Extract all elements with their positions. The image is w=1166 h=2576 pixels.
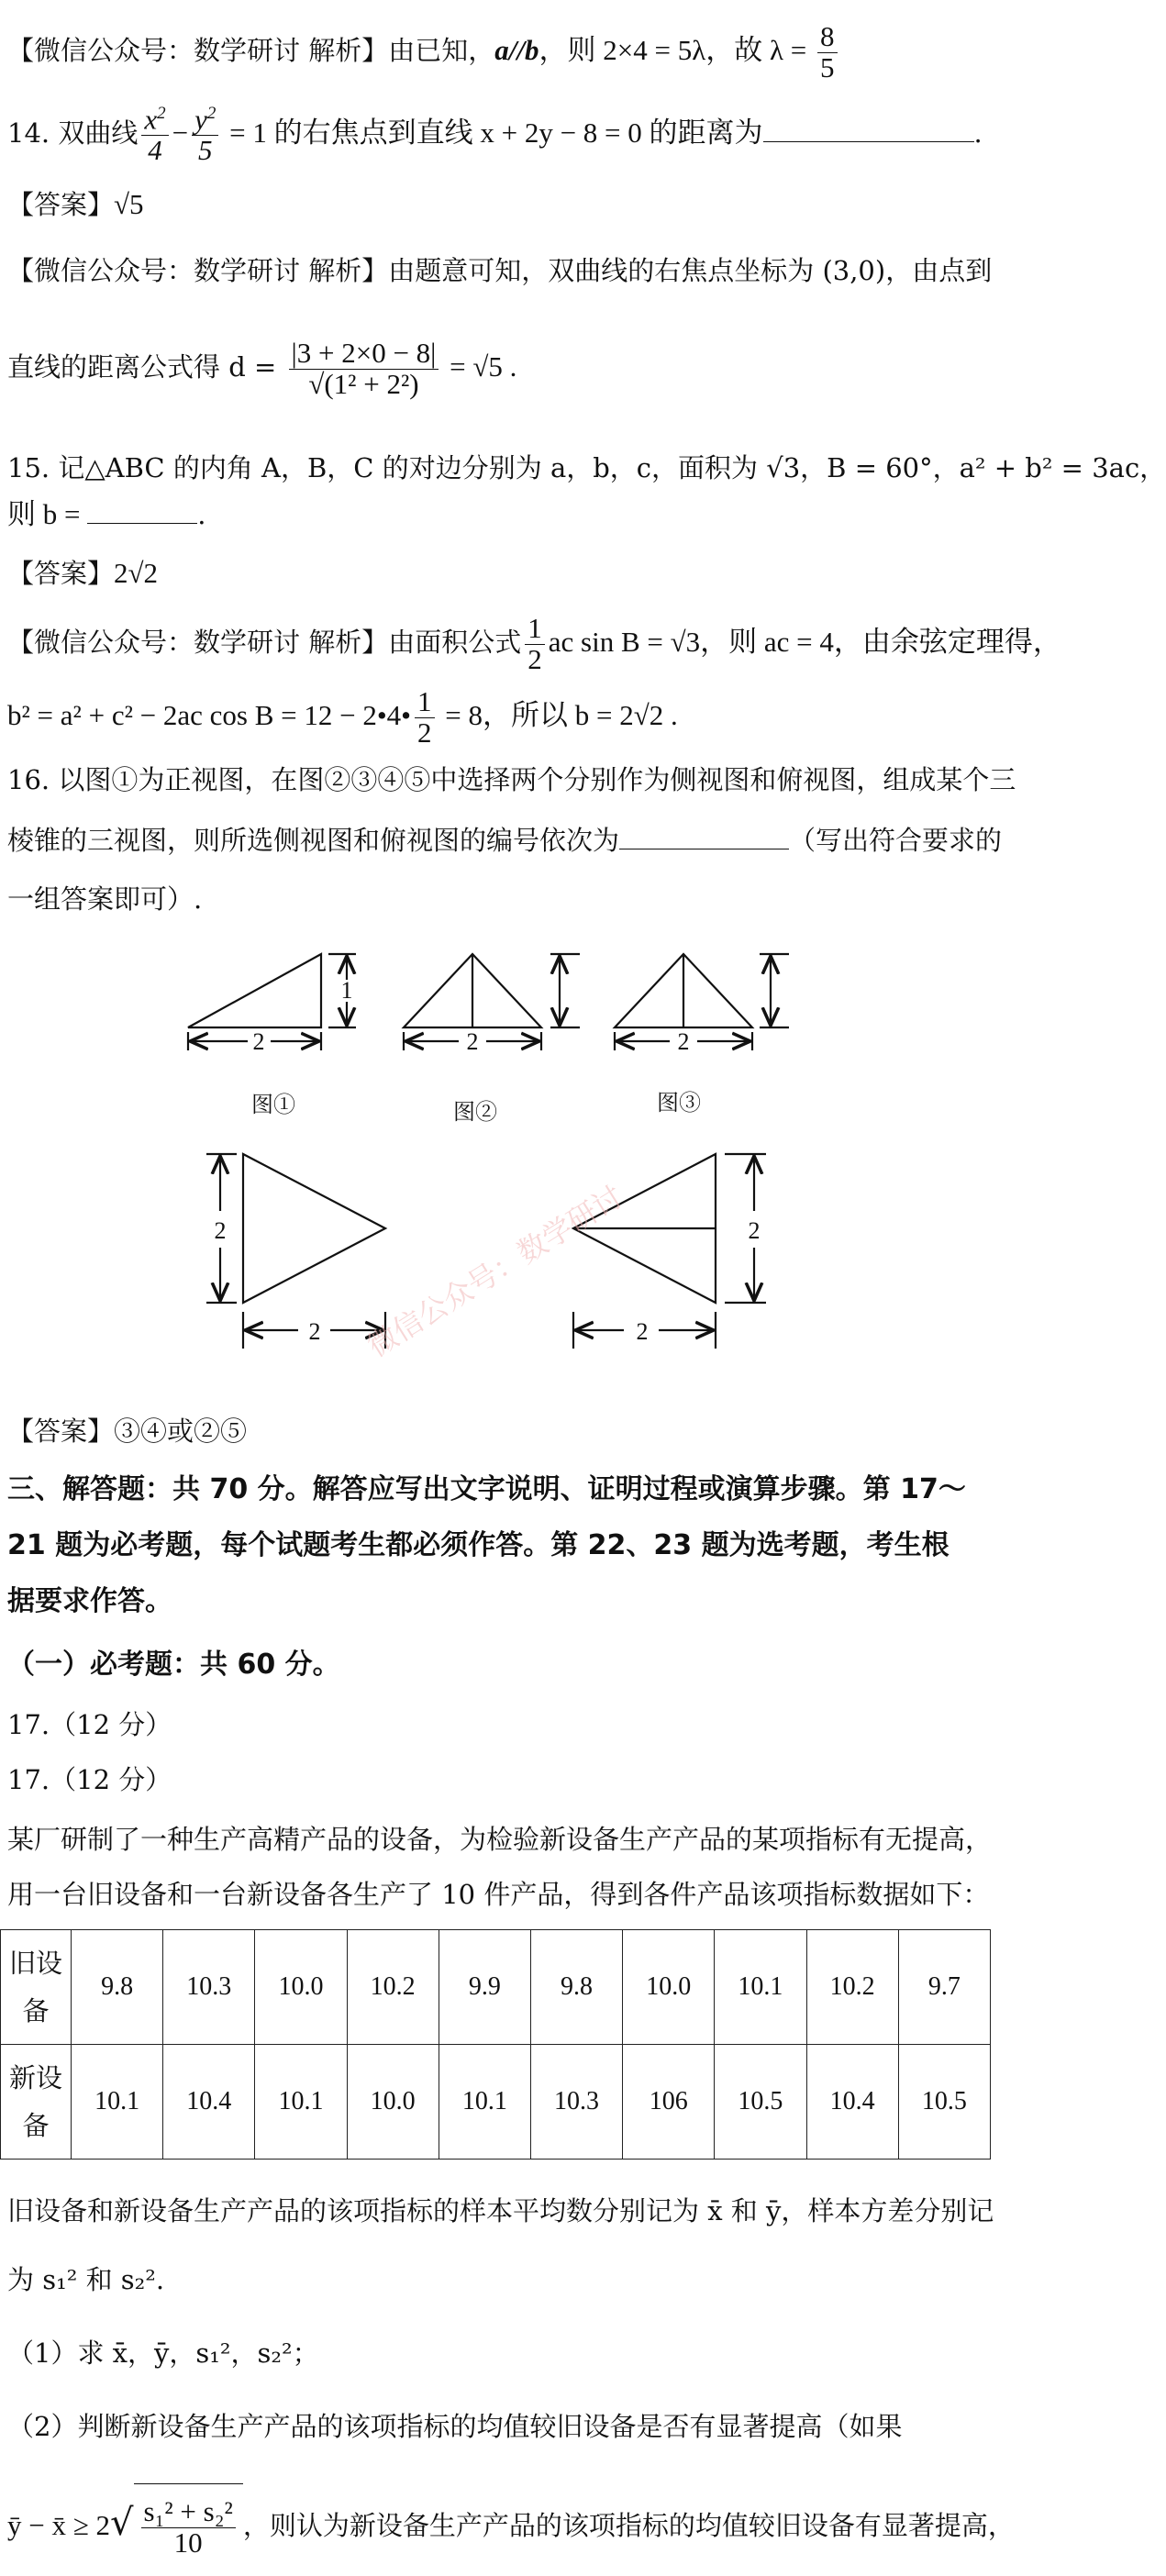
period: . [973, 117, 983, 149]
table-cell: 106 [623, 2045, 715, 2160]
table-cell: 10.1 [255, 2045, 347, 2160]
figure-1-front-view [188, 954, 356, 1050]
table-row-old [1, 1930, 991, 2045]
answer-value: 2√2 [114, 557, 159, 589]
text: 17.（12 分） [7, 1709, 172, 1740]
row-header [1, 1930, 72, 2045]
table-cell: 9.9 [439, 1930, 530, 2045]
q16-answer [7, 1413, 983, 1449]
fraction-8-5 [817, 19, 838, 83]
fig3-width-label: 2 [677, 1028, 690, 1055]
q14-explanation-2 [7, 326, 983, 408]
three-view-figures [0, 936, 991, 1394]
table-row-new [1, 2045, 991, 2160]
fraction-y2-5: $\frac{y^2}{5}$ [192, 105, 218, 165]
answer-value: ③④或②⑤ [114, 1416, 248, 1447]
fig1-width-label: 2 [252, 1028, 265, 1055]
text: ，则 2×4 = 5λ，故 λ = [539, 34, 814, 66]
text: 旧设备和新设备生产产品的该项指标的样本平均数分别记为 x̄ 和 ȳ，样本方差分别记 [7, 2195, 994, 2226]
q16-question-2 [7, 821, 1003, 859]
fig1-height-label: 1 [340, 977, 353, 1004]
q16-question-1 [7, 761, 1016, 798]
text: 由题意可知，双曲线的右焦点坐标为 (3,0)，由点到 [388, 255, 993, 286]
answer-label: 【答案】 [7, 189, 115, 220]
text: = 8，所以 b = 2√2 . [438, 699, 678, 731]
q17-part-2-condition [7, 2482, 1015, 2564]
text: 17.（12 分） [7, 1764, 172, 1795]
section3-heading-2 [7, 1527, 983, 1564]
denominator: √(1² + 2²) [308, 367, 419, 400]
numerator: |3 + 2×0 − 8| [289, 339, 439, 370]
numerator: 8 [817, 22, 838, 53]
fig2-caption: 图② [453, 1099, 497, 1125]
denominator: 5 [820, 50, 835, 83]
q14-answer [7, 186, 983, 223]
q17-heading-1 [7, 1706, 983, 1743]
q15-explanation-2 [7, 683, 983, 748]
fraction-x2-4: $\frac{x^2}{4}$ [141, 105, 168, 165]
figure-3 [615, 954, 789, 1050]
fig4-height-label: 2 [214, 1217, 227, 1244]
answer-label: 【答案】 [7, 1416, 115, 1447]
answer-blank [87, 495, 197, 524]
answer-blank [763, 114, 974, 142]
text: 由已知， [388, 35, 495, 66]
watermark: 微信公众号：数学研讨 [361, 1178, 629, 1364]
table-cell: 10.0 [255, 1930, 347, 2045]
figure-2 [404, 954, 580, 1050]
text: b² = a² + c² − 2ac cos B = 12 − 2•4• [7, 699, 412, 731]
text: 15. 记△ABC 的内角 A，B，C 的对边分别为 a，b，c，面积为 √3，B = 60°，a² + b² = 3ac， [7, 452, 1166, 483]
text: ，则认为新设备生产产品的该项指标的均值较旧设备有显著提高， [242, 2510, 1015, 2541]
table-cell: 10.0 [347, 2045, 439, 2160]
text: 21 题为必考题，每个试题考生都必须作答。第 22、23 题为选考题，考生根 [7, 1529, 949, 1561]
wechat-tag: 【微信公众号：数学研讨 解析】 [7, 255, 389, 286]
text: 由面积公式 [388, 627, 522, 658]
q15-explanation-1 [7, 610, 1061, 675]
sqrt-fraction [141, 2494, 236, 2559]
answer-label: 【答案】 [7, 558, 115, 589]
row-label: 新设 [8, 2062, 62, 2093]
q17-after-2 [7, 2261, 983, 2298]
q14-text: = 1 的右焦点到直线 x + 2y − 8 = 0 的距离为 [222, 117, 763, 149]
table-cell: 10.4 [163, 2045, 255, 2160]
wechat-tag: 【微信公众号：数学研讨 解析】 [7, 627, 389, 658]
fig5-width-label: 2 [636, 1318, 649, 1345]
answer-blank [619, 821, 789, 849]
text: （一）必考题：共 60 分。 [7, 1649, 340, 1681]
row-label: 备 [22, 1995, 50, 2026]
q15-question-2 [7, 495, 983, 533]
section3-heading-3 [7, 1583, 983, 1620]
row-header [1, 2045, 72, 2160]
q17-part-1 [7, 2335, 983, 2371]
fraction-half: $\frac{1}{2}$ [525, 614, 545, 674]
q15-answer [7, 555, 983, 592]
section3-heading-1 [7, 1471, 983, 1508]
q17-intro-1 [7, 1821, 993, 1858]
fig1-caption: 图① [251, 1092, 295, 1117]
fig5-height-label: 2 [748, 1217, 761, 1244]
table-cell: 10.5 [715, 2045, 806, 2160]
figure-4 [206, 1154, 385, 1349]
table-cell: 10.0 [623, 1930, 715, 2045]
text: ȳ − x̄ ≥ 2 [7, 2509, 110, 2541]
data-table [0, 1929, 991, 2160]
table-cell: 10.2 [347, 1930, 439, 2045]
row-label: 备 [22, 2110, 50, 2141]
q14-explanation-1 [7, 252, 993, 289]
q14-prefix: 14. 双曲线 [7, 117, 139, 149]
text: 某厂研制了一种生产高精产品的设备，为检验新设备生产产品的某项指标有无提高， [7, 1824, 993, 1855]
table-cell: 10.1 [72, 2045, 163, 2160]
vector-parallel: a//b [494, 34, 539, 66]
text: 用一台旧设备和一台新设备各生产了 10 件产品，得到各件产品该项指标数据如下： [7, 1879, 990, 1910]
table-cell: 10.1 [715, 1930, 806, 2045]
answer-value: √5 [114, 188, 144, 220]
wechat-tag: 【微信公众号：数学研讨 解析】 [7, 35, 389, 66]
row-label: 旧设 [8, 1948, 62, 1979]
table-cell: 10.5 [898, 2045, 990, 2160]
q17-intro-2 [7, 1876, 990, 1913]
distance-fraction [289, 336, 439, 400]
table-cell: 9.7 [898, 1930, 990, 2045]
table-cell: 10.2 [806, 1930, 898, 2045]
q17-heading-2 [7, 1761, 983, 1798]
text: ac sin B = √3，则 ac = 4，由余弦定理得， [548, 626, 1061, 658]
text: （写出符合要求的 [789, 825, 1003, 856]
text: 直线的距离公式得 d = [7, 351, 285, 383]
table-cell: 9.8 [72, 1930, 163, 2045]
table-cell: 9.8 [530, 1930, 622, 2045]
q15-question-1 [7, 450, 1166, 486]
q14-question: 14. 双曲线 $\frac{x^2}{4}$ − $\frac{y^2}{5}$ = 1 的右焦点到直线 x + 2y − 8 = 0 的距离为 . [7, 103, 983, 166]
text: （1）求 x̄，ȳ，s₁²，s₂²； [7, 2337, 319, 2369]
table-cell: 10.3 [163, 1930, 255, 2045]
fig3-caption: 图③ [657, 1090, 701, 1116]
table-cell: 10.3 [530, 2045, 622, 2160]
numerator: s₁² + s₂² [141, 2497, 236, 2528]
text: 三、解答题：共 70 分。解答应写出文字说明、证明过程或演算步骤。第 17～ [7, 1473, 966, 1505]
q13-explanation [7, 18, 983, 83]
section3-subheading [7, 1647, 983, 1683]
q17-part-2 [7, 2408, 983, 2445]
q17-after-1 [7, 2193, 994, 2229]
fig2-width-label: 2 [466, 1028, 479, 1055]
text: （2）判断新设备生产产品的该项指标的均值较旧设备是否有显著提高（如果 [7, 2411, 903, 2442]
text: 一组答案即可）. [7, 883, 203, 915]
fig4-width-label: 2 [308, 1318, 321, 1345]
text: 棱锥的三视图，则所选侧视图和俯视图的编号依次为 [7, 825, 620, 856]
table-cell: 10.1 [439, 2045, 530, 2160]
text: 据要求作答。 [7, 1585, 172, 1617]
text: = √5 . [442, 350, 517, 383]
table-cell: 10.4 [806, 2045, 898, 2160]
sqrt-sign: √ [110, 2502, 134, 2544]
text: 则 b = [7, 498, 88, 530]
q16-question-3 [7, 881, 983, 917]
period: . [197, 499, 206, 530]
text: 为 s₁² 和 s₂². [7, 2264, 165, 2295]
text: 16. 以图①为正视图，在图②③④⑤中选择两个分别作为侧视图和俯视图，组成某个三 [7, 764, 1016, 795]
fraction-half: $\frac{1}{2}$ [415, 687, 435, 748]
denominator: 10 [173, 2526, 203, 2559]
